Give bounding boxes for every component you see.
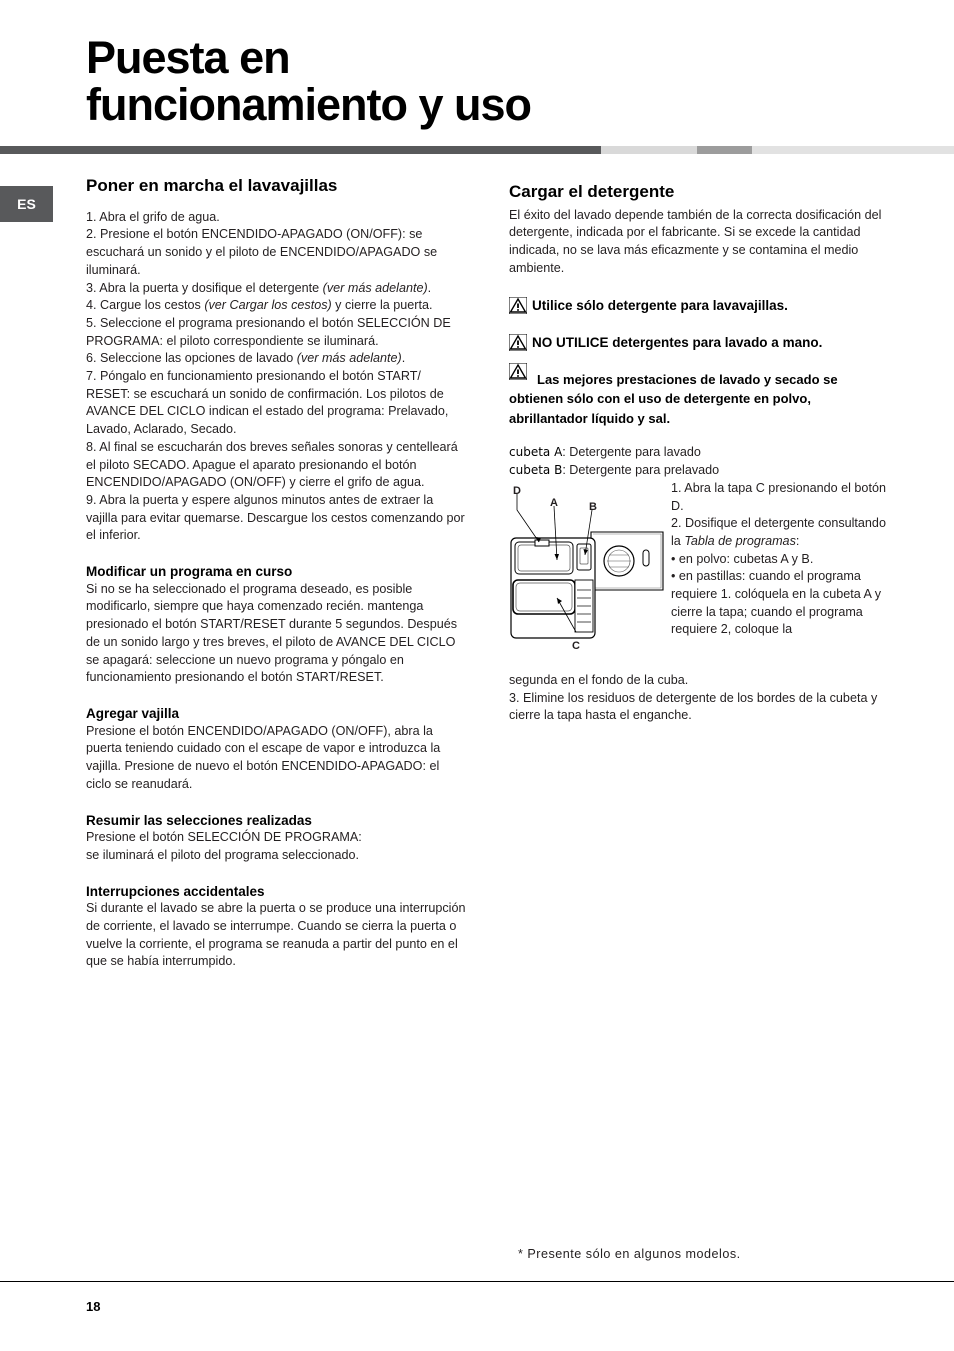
resume-line-1: Presione el botón SELECCIÓN DE PROGRAMA:	[86, 830, 362, 845]
instruction-2-bullet-2-continued: segunda en el fondo de la cuba.	[509, 672, 689, 687]
warning-icon	[509, 297, 527, 314]
warning-2-text: NO UTILICE detergentes para lavado a mano.	[532, 335, 823, 351]
warning-1	[509, 297, 889, 315]
title-line-1: Puesta en	[86, 32, 290, 83]
instruction-2-bullet-1: • en polvo: cubetas A y B.	[671, 551, 814, 566]
title-line-2: funcionamiento y uso	[86, 79, 532, 130]
instruction-3: 3. Elimine los residuos de detergente de los bordes de la cubeta y cierre la tapa hasta el enganche.	[509, 690, 878, 723]
step-9: 9. Abra la puerta y espere algunos minutos antes de extraer la vajilla para evitar quemarse. Descargue los cestos comenzando por el inferior.	[86, 492, 465, 543]
header-bar-light	[601, 146, 697, 154]
warning-icon	[509, 363, 527, 380]
warning-3	[509, 370, 889, 429]
detergent-intro: El éxito del lavado depende también de la correcta dosificación del detergente, indicada por el fabricante. Si se excede la cantidad indicada, no se lava más eficazmente y se contamina el medio ambiente.	[509, 207, 882, 275]
interrupt-text: Si durante el lavado se abre la puerta o se produce una interrupción de corriente, el lavado se interrumpe. Cuando se cierra la puerta o vuelve la corriente, el programa se reanuda a partir del punto en el que se había interrumpido.	[86, 901, 466, 969]
header-color-bar	[0, 146, 954, 154]
page-number: 18	[86, 1299, 101, 1314]
header-bar-mid	[697, 146, 752, 154]
warning-icon	[509, 334, 527, 351]
cubeta-a-legend: cubeta A: Detergente para lavado	[509, 445, 701, 460]
footnote: * Presente sólo en algunos modelos.	[518, 1247, 741, 1261]
instruction-2: 2. Dosifique el detergente consultando la Tabla de programas:	[671, 516, 886, 548]
step-2: 2. Presione el botón ENCENDIDO-APAGADO (ON/OFF): se escuchará un sonido y el piloto de ENCENDIDO/APAGADO se iluminará.	[86, 227, 438, 277]
modify-heading: Modificar un programa en curso	[86, 564, 293, 580]
warning-2	[509, 334, 889, 352]
step-4: 4. Cargue los cestos (ver Cargar los cestos) y cierre la puerta.	[86, 298, 433, 313]
instruction-1: 1. Abra la tapa C presionando el botón D.	[671, 480, 886, 513]
resume-heading: Resumir las selecciones realizadas	[86, 812, 312, 828]
step-8: 8. Al final se escucharán dos breves señales sonoras y centelleará el piloto SECADO. Apague el aparato presionando el botón ENCENDIDO/APAGADO (ON/OFF) y cierre el grifo de agua.	[86, 439, 458, 490]
figure-label-b: B	[589, 500, 597, 513]
figure-label-d: D	[513, 484, 521, 497]
cubeta-b-legend: cubeta B: Detergente para prelavado	[509, 463, 720, 478]
page-title	[86, 34, 531, 128]
footer-rule	[0, 1281, 954, 1282]
interrupt-heading: Interrupciones accidentales	[86, 883, 265, 899]
figure-label-a: A	[550, 496, 558, 509]
step-5: 5. Seleccione el programa presionando el botón SELECCIÓN DE PROGRAMA: el piloto correspondiente se iluminará.	[86, 315, 451, 348]
step-3: 3. Abra la puerta y dosifique el detergente (ver más adelante).	[86, 280, 432, 295]
step-1: 1. Abra el grifo de agua.	[86, 209, 220, 224]
step-6: 6. Seleccione las opciones de lavado (ver más adelante).	[86, 351, 406, 366]
figure-label-c: C	[572, 639, 580, 652]
resume-line-2: se iluminará el piloto del programa seleccionado.	[86, 847, 360, 862]
add-dishes-heading: Agregar vajilla	[86, 705, 180, 721]
header-bar-dark	[0, 146, 601, 154]
right-column	[509, 183, 889, 725]
language-tab: ES	[0, 186, 53, 222]
dispenser-section	[509, 480, 889, 674]
start-heading: Poner en marcha el lavavajillas	[86, 176, 338, 195]
dispenser-instructions	[671, 480, 889, 639]
left-column	[86, 177, 466, 971]
modify-text: Si no se ha seleccionado el programa deseado, es posible modificarlo, siempre que haya comenzado recién. mantenga presionado el botón START/RESET durante 5 segundos. Después de un sonido largo y tres breves, el piloto de AVANCE DEL CICLO se apagará: seleccione un nuevo programa y póngalo en funcionamiento presionando el botón START/RESET.	[86, 581, 458, 685]
step-7: 7. Póngalo en funcionamiento presionando el botón START/ RESET: se escuchará un sonido de confirmación. Los pilotos de AVANCE DEL CICLO indican el estado del programa: Prelavado, Lavado, Aclarado, Secado.	[86, 369, 449, 437]
instruction-2-bullet-2: • en pastillas: cuando el programa requiere 1. colóquela en la cubeta A y cierre la tapa; cuando el programa requiere 2, coloque la	[671, 569, 882, 637]
warning-1-text: Utilice sólo detergente para lavavajillas.	[532, 297, 788, 313]
header-bar-light-end	[752, 146, 954, 154]
add-dishes-text: Presione el botón ENCENDIDO/APAGADO (ON/OFF), abra la puerta teniendo cuidado con el escape de vapor e introduzca la vajilla. Presione de nuevo el botón ENCENDIDO-APAGADO: el ciclo se reanudará.	[86, 723, 441, 791]
warning-3-text: Las mejores prestaciones de lavado y secado se obtienen sólo con el uso de detergente en polvo, abrillantador líquido y sal.	[509, 371, 838, 426]
detergent-heading: Cargar el detergente	[509, 182, 675, 201]
